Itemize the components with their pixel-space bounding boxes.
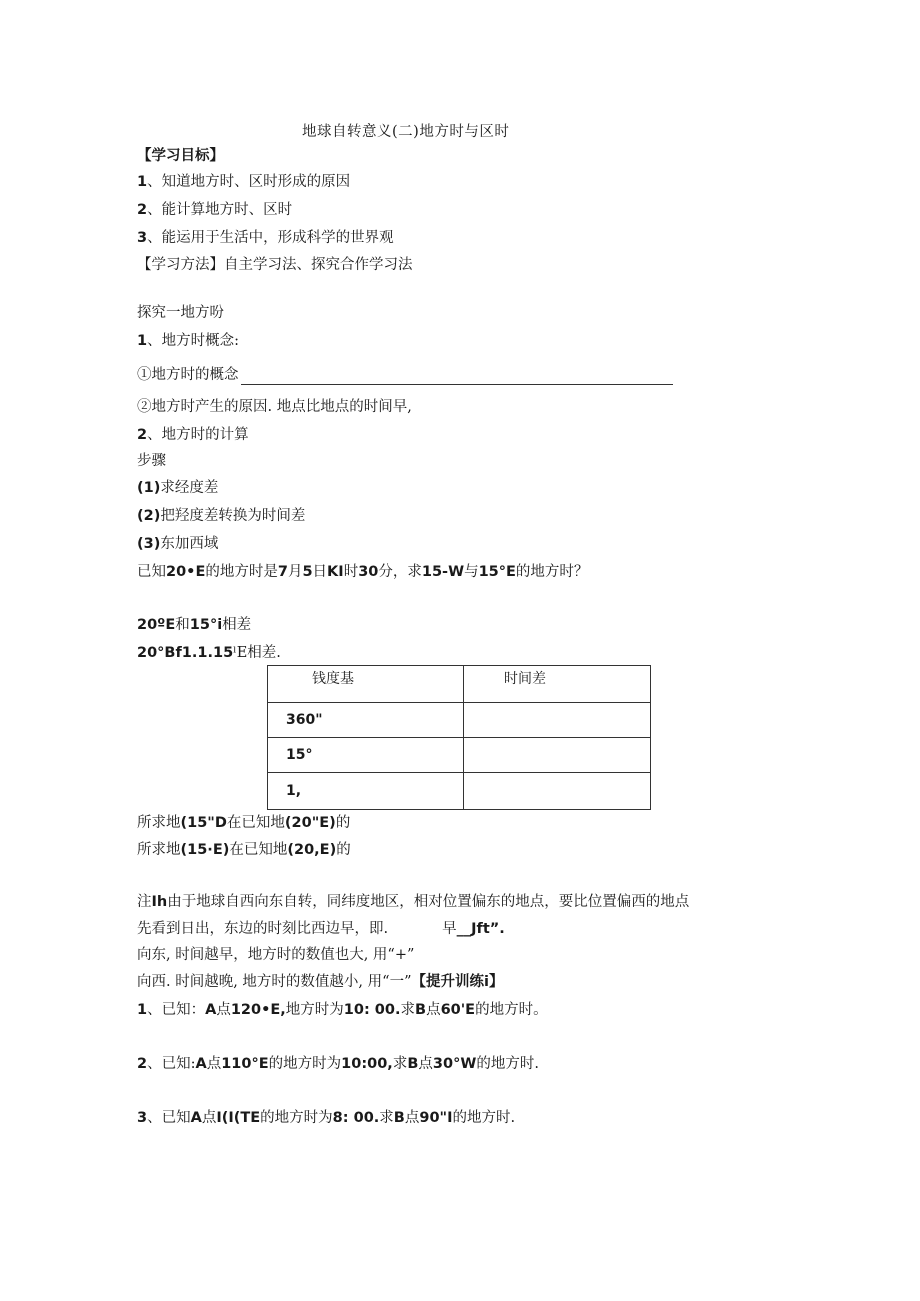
ex-text: 的地方时为 xyxy=(268,1056,342,1072)
diff-value: 20ºE xyxy=(137,617,176,633)
calc-heading xyxy=(137,425,249,445)
question-line xyxy=(137,562,588,582)
column-header: 钱度基 xyxy=(268,666,464,703)
ex-value: 10:00, xyxy=(341,1056,393,1072)
sought-text: 的 xyxy=(336,842,351,858)
q-text: 时 xyxy=(343,564,359,580)
diff-text: 和 xyxy=(175,617,190,633)
note-text: 早 xyxy=(442,921,457,937)
diff-text: 相差 xyxy=(222,617,252,633)
sought-line-2 xyxy=(137,840,351,860)
sought-value: (20,E) xyxy=(287,842,337,858)
ex-value: 8: 00. xyxy=(332,1110,380,1126)
ex-value: B xyxy=(407,1056,419,1072)
diff-value: 15°i xyxy=(189,617,223,633)
exercise-3 xyxy=(137,1108,515,1128)
ex-text: 、已知： xyxy=(147,1002,206,1018)
sought-text: 所求地 xyxy=(137,842,181,858)
ex-text: 的地方时为 xyxy=(260,1110,333,1126)
concept-item-2: ②地方时产生的原因. 地点比地点的时间早, xyxy=(137,399,412,415)
method-line: 【学习方法】自主学习法、探究合作学习法 xyxy=(137,257,413,273)
sought-value: (20"E) xyxy=(284,815,336,831)
q-text: 月 xyxy=(287,564,303,580)
conversion-table xyxy=(267,665,651,810)
ex-value: B xyxy=(415,1002,427,1018)
exercise-num: 2 xyxy=(137,1056,148,1072)
ex-value: A xyxy=(205,1002,217,1018)
step-num: (3) xyxy=(137,536,161,552)
q-text: 与 xyxy=(464,564,479,580)
ex-value: A xyxy=(195,1056,207,1072)
ex-value: 60'E xyxy=(440,1002,476,1018)
ex-text: 的地方时. xyxy=(476,1056,539,1072)
step-text: 把羟度差转换为时间差 xyxy=(160,508,306,524)
note-value: Ih xyxy=(151,894,168,910)
table-cell xyxy=(464,773,651,810)
explore-title: 探究一地方吩 xyxy=(137,305,224,321)
calc-text: 、地方时的计算 xyxy=(147,427,249,443)
table-header-row xyxy=(268,666,651,703)
exercise-num: 3 xyxy=(137,1110,148,1126)
goal-text: 、知道地方时、区时形成的原因 xyxy=(147,174,351,190)
goal-num: 3 xyxy=(137,230,148,246)
sought-text: 的 xyxy=(335,815,351,831)
goal-item-1 xyxy=(137,172,350,192)
ex-text: 、已知: xyxy=(147,1056,196,1072)
diff-line-2 xyxy=(137,643,281,663)
concept-num: 1 xyxy=(137,333,148,349)
ex-value: I(I(TE xyxy=(216,1110,261,1126)
concept-item-1-text: ①地方时的概念 xyxy=(137,367,239,383)
q-text: 的地方时是 xyxy=(205,564,278,580)
ex-text: 求 xyxy=(379,1110,394,1126)
fill-in-blank xyxy=(241,370,673,385)
ex-text: 求 xyxy=(400,1002,415,1018)
q-value: 20•E xyxy=(166,564,206,580)
table-cell: 1, xyxy=(268,773,464,810)
ex-value: 30°W xyxy=(432,1056,477,1072)
column-header: 时间差 xyxy=(464,666,651,703)
steps-label: 步骤 xyxy=(137,453,166,469)
note-line-1 xyxy=(137,892,689,912)
ex-value: A xyxy=(190,1110,202,1126)
note-text: 向西. 时间越晚, 地方时的数值越小, 用“一” xyxy=(137,974,412,990)
step-3 xyxy=(137,534,218,554)
q-text: 日 xyxy=(312,564,328,580)
exercise-1 xyxy=(137,1000,548,1020)
sought-text: 在已知地 xyxy=(226,815,285,831)
table-row xyxy=(268,738,651,773)
step-num: (2) xyxy=(137,508,161,524)
goals-header: 【学习目标】 xyxy=(137,148,224,164)
step-1 xyxy=(137,478,218,498)
q-value: 7 xyxy=(277,564,288,580)
q-value: 15-W xyxy=(421,564,465,580)
ex-text: 点 xyxy=(216,1002,231,1018)
note-text: 先看到日出，东边的时刻比西边早，即. xyxy=(137,921,389,937)
step-2 xyxy=(137,506,305,526)
step-num: (1) xyxy=(137,480,161,496)
ex-text: 地方时为 xyxy=(285,1002,344,1018)
note-text: 由于地球自西向东自转，同纬度地区，相对位置偏东的地点，要比位置偏西的地点 xyxy=(167,894,690,910)
ex-text: 求 xyxy=(392,1056,408,1072)
q-text: 已知 xyxy=(137,564,166,580)
diff-value: 20°Bf1.1.15 xyxy=(137,645,234,661)
q-value: KI xyxy=(327,564,344,580)
ex-value: 10: 00. xyxy=(343,1002,401,1018)
table-cell: 360" xyxy=(268,703,464,738)
goal-item-2 xyxy=(137,200,292,220)
ex-text: 点 xyxy=(418,1056,433,1072)
concept-heading xyxy=(137,331,239,351)
ex-text: 点 xyxy=(206,1056,222,1072)
goal-num: 2 xyxy=(137,202,148,218)
table-cell xyxy=(464,738,651,773)
note-value: 【提升训练i】 xyxy=(411,974,504,990)
q-text: 分，求 xyxy=(378,564,422,580)
goal-num: 1 xyxy=(137,174,148,190)
note-line-4 xyxy=(137,972,503,992)
note-value: __Jft”. xyxy=(456,921,505,937)
q-value: 30 xyxy=(358,564,379,580)
q-text: 的地方时？ xyxy=(515,564,589,580)
ex-text: 点 xyxy=(426,1002,441,1018)
ex-value: 110°E xyxy=(221,1056,269,1072)
sought-value: (15"D xyxy=(180,815,227,831)
ex-text: 点 xyxy=(404,1110,420,1126)
sought-line-1 xyxy=(137,813,350,833)
sought-text: 所求地 xyxy=(137,815,181,831)
ex-text: 点 xyxy=(201,1110,217,1126)
note-text: 注 xyxy=(137,894,152,910)
ex-value: 120•E, xyxy=(230,1002,286,1018)
note-line-2 xyxy=(137,919,505,939)
concept-item-1 xyxy=(137,365,673,385)
page-title: 地球自转意义(二)地方时与区时 xyxy=(302,124,510,140)
ex-value: 90"I xyxy=(419,1110,453,1126)
goal-text: 、能计算地方时、区时 xyxy=(147,202,293,218)
sought-text: 在已知地 xyxy=(229,842,288,858)
table-cell xyxy=(464,703,651,738)
ex-text: 的地方时。 xyxy=(475,1002,548,1018)
step-text: 东加西域 xyxy=(160,536,219,552)
table-row xyxy=(268,703,651,738)
calc-num: 2 xyxy=(137,427,148,443)
goal-item-3 xyxy=(137,228,394,248)
concept-text: 、地方时概念: xyxy=(147,333,239,349)
q-value: 15°E xyxy=(478,564,516,580)
ex-text: 、已知 xyxy=(147,1110,191,1126)
sought-value: (15·E) xyxy=(180,842,230,858)
q-value: 5 xyxy=(302,564,313,580)
exercise-2 xyxy=(137,1054,539,1074)
ex-text: 的地方时. xyxy=(452,1110,516,1126)
exercise-num: 1 xyxy=(137,1002,148,1018)
diff-text: ˡE相差. xyxy=(233,645,281,661)
diff-line-1 xyxy=(137,615,251,635)
table-cell: 15° xyxy=(268,738,464,773)
note-line-3: 向东, 时间越早，地方时的数值也大, 用“+” xyxy=(137,947,415,963)
table-row xyxy=(268,773,651,810)
step-text: 求经度差 xyxy=(160,480,219,496)
goal-text: 、能运用于生活中，形成科学的世界观 xyxy=(147,230,394,246)
ex-value: B xyxy=(393,1110,405,1126)
